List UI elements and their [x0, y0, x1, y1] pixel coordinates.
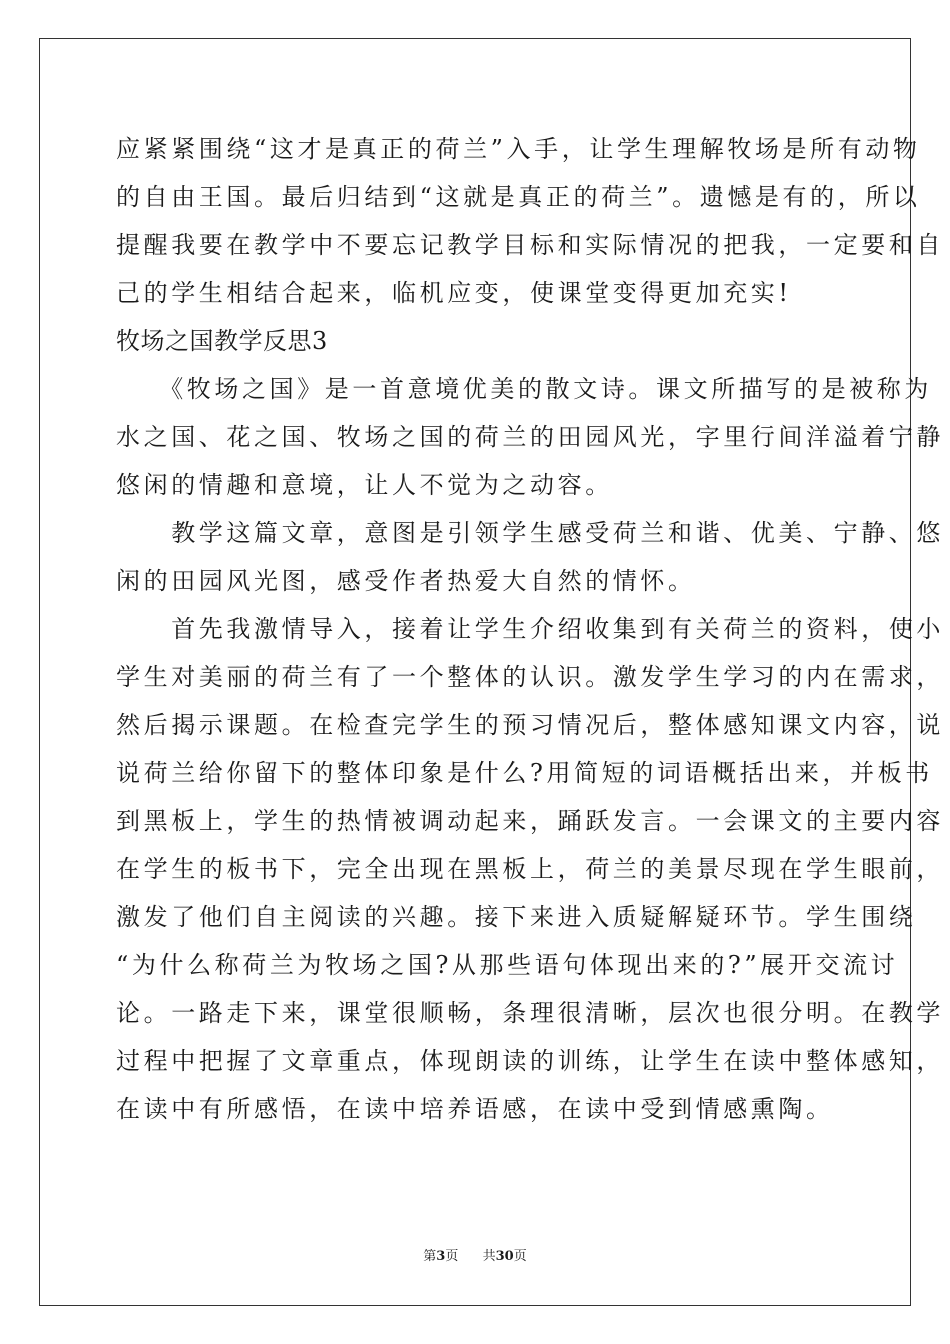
- text-line: 教学这篇文章，意图是引领学生感受荷兰和谐、优美、宁静、悠: [116, 519, 944, 547]
- text-line: 《牧场之国》是一首意境优美的散文诗。课文所描写的是被称为: [116, 375, 932, 403]
- total-suffix: 页: [513, 1249, 527, 1264]
- text-line: 首先我激情导入，接着让学生介绍收集到有关荷兰的资料，使小: [116, 615, 944, 643]
- text-line: 闲的田园风光图，感受作者热爱大自然的情怀。: [116, 567, 696, 595]
- text-line: 学生对美丽的荷兰有了一个整体的认识。激发学生学习的内在需求，: [116, 663, 944, 691]
- total-page-count: 30: [495, 1249, 514, 1264]
- text-line: 提醒我要在教学中不要忘记教学目标和实际情况的把我，一定要和自: [116, 231, 944, 259]
- total-prefix: 共: [482, 1249, 496, 1264]
- text-line: 水之国、花之国、牧场之国的荷兰的田园风光，字里行间洋溢着宁静: [116, 423, 944, 451]
- page-prefix: 第: [423, 1249, 437, 1264]
- document-body: [116, 125, 944, 1133]
- text-line: 应紧紧围绕“这才是真正的荷兰”入手，让学生理解牧场是所有动物: [116, 135, 921, 163]
- section-heading: 牧场之国教学反思3: [116, 327, 328, 355]
- text-line: 说荷兰给你留下的整体印象是什么?用简短的词语概括出来，并板书: [116, 759, 933, 787]
- page-footer: [0, 1247, 950, 1267]
- text-line: 论。一路走下来，课堂很顺畅，条理很清晰，层次也很分明。在教学: [116, 999, 944, 1027]
- text-line: 到黑板上，学生的热情被调动起来，踊跃发言。一会课文的主要内容: [116, 807, 944, 835]
- page-suffix: 页: [445, 1249, 459, 1264]
- text-line: 然后揭示课题。在检查完学生的预习情况后，整体感知课文内容，说: [116, 711, 944, 739]
- text-line: 悠闲的情趣和意境，让人不觉为之动容。: [116, 471, 613, 499]
- text-line: 的自由王国。最后归结到“这就是真正的荷兰”。遗憾是有的，所以: [116, 183, 921, 211]
- text-line: 在读中有所感悟，在读中培养语感，在读中受到情感熏陶。: [116, 1095, 834, 1123]
- text-line: 在学生的板书下，完全出现在黑板上，荷兰的美景尽现在学生眼前，: [116, 855, 944, 883]
- text-line: “为什么称荷兰为牧场之国?从那些语句体现出来的?”展开交流讨: [116, 951, 899, 979]
- text-line: 过程中把握了文章重点，体现朗读的训练，让学生在读中整体感知，: [116, 1047, 944, 1075]
- text-line: 激发了他们自主阅读的兴趣。接下来进入质疑解疑环节。学生围绕: [116, 903, 917, 931]
- current-page-number: 3: [436, 1249, 446, 1264]
- text-line: 己的学生相结合起来，临机应变，使课堂变得更加充实!: [116, 279, 792, 307]
